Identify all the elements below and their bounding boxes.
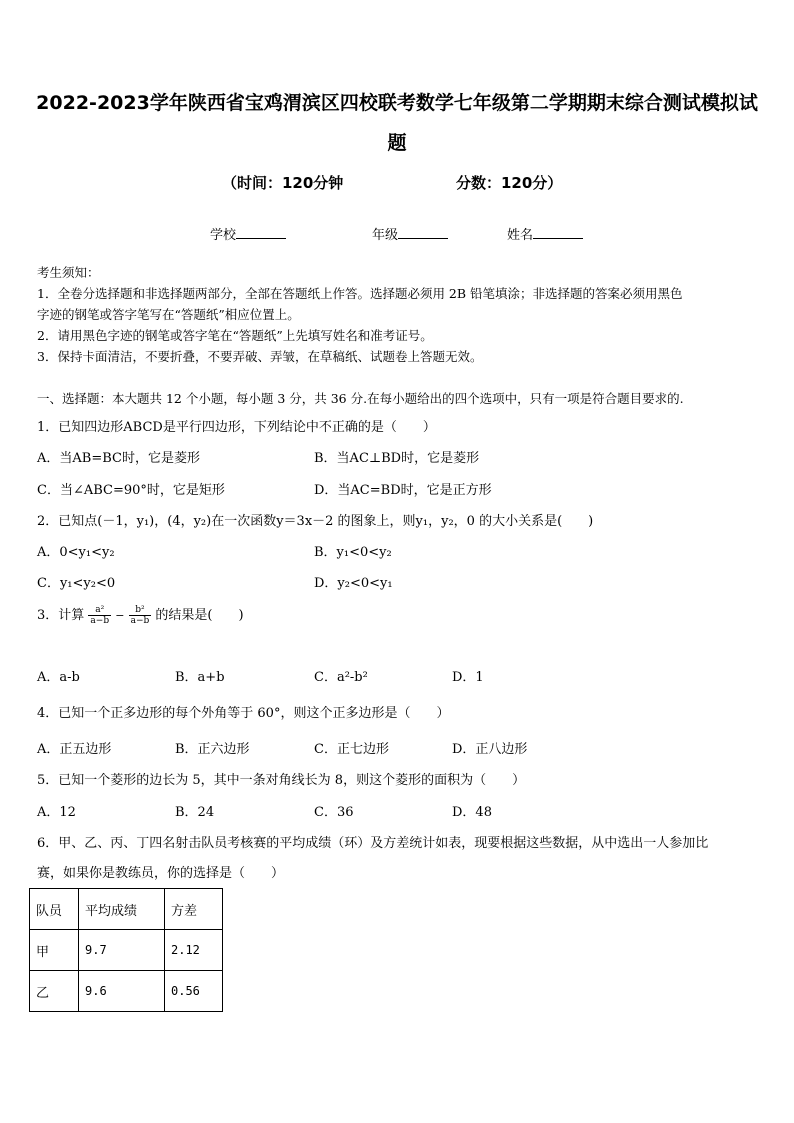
name-blank[interactable] bbox=[533, 226, 583, 239]
question-1-option-c[interactable]: C．当∠ABC=90°时，它是矩形 bbox=[37, 483, 225, 498]
question-6-stem-line1: 6．甲、乙、丙、丁四名射击队员考核赛的平均成绩（环）及方差统计如表，现要根据这些数据，从中选出一人参加比 bbox=[37, 836, 709, 851]
time-label: （时间：120分钟 bbox=[222, 174, 344, 192]
table-cell: 2.12 bbox=[165, 930, 223, 971]
question-4-option-c[interactable]: C．正七边形 bbox=[314, 742, 389, 757]
table-header-row bbox=[30, 889, 223, 930]
question-1-stem: 1．已知四边形ABCD是平行四边形，下列结论中不正确的是（ ） bbox=[37, 420, 436, 435]
question-2-option-a[interactable]: A．0<y₁<y₂ bbox=[37, 545, 115, 560]
exam-title-line1: 2022-2023学年陕西省宝鸡渭滨区四校联考数学七年级第二学期期末综合测试模拟试 bbox=[36, 92, 758, 114]
grade-label: 年级 bbox=[372, 228, 399, 243]
fraction-1 bbox=[88, 605, 111, 626]
question-5-stem: 5．已知一个菱形的边长为 5，其中一条对角线长为 8，则这个菱形的面积为（ ） bbox=[37, 773, 526, 788]
question-4-stem: 4．已知一个正多边形的每个外角等于 60°，则这个正多边形是（ ） bbox=[37, 706, 450, 721]
table-header-cell: 方差 bbox=[165, 889, 223, 930]
question-2-option-c[interactable]: C．y₁<y₂<0 bbox=[37, 576, 116, 591]
question-1-option-b[interactable]: B．当AC⊥BD时，它是菱形 bbox=[314, 451, 480, 466]
table-row bbox=[30, 971, 223, 1012]
question-3-suffix: 的结果是( ) bbox=[155, 608, 244, 623]
question-3-option-c[interactable]: C．a²-b² bbox=[314, 670, 368, 685]
notes-line1b: 字迹的钢笔或答字笔写在“答题纸”相应位置上。 bbox=[37, 307, 300, 322]
notes-block bbox=[37, 262, 683, 367]
table-header-cell: 平均成绩 bbox=[79, 889, 165, 930]
table-cell: 乙 bbox=[30, 971, 79, 1012]
question-2-stem: 2．已知点(－1，y₁)，(4，y₂)在一次函数y＝3x－2 的图象上，则y₁，y₂，0 的大小关系是( ) bbox=[37, 514, 594, 529]
score-table bbox=[29, 888, 223, 1012]
question-1-option-d[interactable]: D．当AC=BD时，它是正方形 bbox=[314, 483, 492, 498]
question-3-option-b[interactable]: B．a+b bbox=[175, 670, 225, 685]
minus-sign: − bbox=[115, 609, 125, 622]
question-6-stem-line2: 赛，如果你是教练员，你的选择是（ ） bbox=[37, 866, 285, 881]
notes-heading: 考生须知： bbox=[37, 265, 100, 280]
table-row bbox=[30, 930, 223, 971]
notes-line3: 3．保持卡面清洁，不要折叠，不要弄破、弄皱，在草稿纸、试题卷上答题无效。 bbox=[37, 349, 483, 364]
table-cell: 0.56 bbox=[165, 971, 223, 1012]
question-4-option-b[interactable]: B．正六边形 bbox=[175, 742, 250, 757]
grade-field[interactable] bbox=[372, 224, 448, 243]
school-field[interactable] bbox=[210, 224, 286, 243]
question-5-option-b[interactable]: B．24 bbox=[175, 805, 215, 820]
name-field[interactable] bbox=[507, 224, 583, 243]
fraction-2-numerator: b² bbox=[129, 605, 152, 616]
table-cell: 9.6 bbox=[79, 971, 165, 1012]
grade-blank[interactable] bbox=[398, 226, 448, 239]
fraction-2 bbox=[129, 605, 152, 626]
fraction-1-numerator: a² bbox=[88, 605, 111, 616]
question-2-option-b[interactable]: B．y₁<0<y₂ bbox=[314, 545, 392, 560]
table-header-cell: 队员 bbox=[30, 889, 79, 930]
fraction-1-denominator: a−b bbox=[90, 616, 110, 626]
exam-title-line2: 题 bbox=[387, 132, 407, 154]
question-4-option-d[interactable]: D．正八边形 bbox=[452, 742, 528, 757]
question-4-option-a[interactable]: A．正五边形 bbox=[37, 742, 112, 757]
section-heading: 一、选择题：本大题共 12 个小题，每小题 3 分，共 36 分.在每小题给出的四个选项中，只有一项是符合题目要求的. bbox=[37, 391, 684, 406]
question-3-option-d[interactable]: D．1 bbox=[452, 670, 484, 685]
question-1-option-a[interactable]: A．当AB=BC时，它是菱形 bbox=[37, 451, 200, 466]
question-5-option-c[interactable]: C．36 bbox=[314, 805, 354, 820]
question-5-option-d[interactable]: D．48 bbox=[452, 805, 492, 820]
question-3-prefix: 3．计算 bbox=[37, 608, 85, 623]
question-2-option-d[interactable]: D．y₂<0<y₁ bbox=[314, 576, 393, 591]
question-5-option-a[interactable]: A．12 bbox=[37, 805, 76, 820]
notes-line2: 2．请用黑色字迹的钢笔或答字笔在“答题纸”上先填写姓名和准考证号。 bbox=[37, 328, 433, 343]
table-cell: 9.7 bbox=[79, 930, 165, 971]
name-label: 姓名 bbox=[507, 228, 534, 243]
fraction-2-denominator: a−b bbox=[130, 616, 150, 626]
score-label: 分数：120分） bbox=[456, 174, 563, 192]
question-3-stem bbox=[37, 604, 244, 626]
school-blank[interactable] bbox=[236, 226, 286, 239]
notes-line1: 1．全卷分选择题和非选择题两部分，全部在答题纸上作答。选择题必须用 2B 铅笔填涂；非选择题的答案必须用黑色 bbox=[37, 286, 683, 301]
school-label: 学校 bbox=[210, 228, 237, 243]
question-3-option-a[interactable]: A．a-b bbox=[37, 670, 80, 685]
table-cell: 甲 bbox=[30, 930, 79, 971]
